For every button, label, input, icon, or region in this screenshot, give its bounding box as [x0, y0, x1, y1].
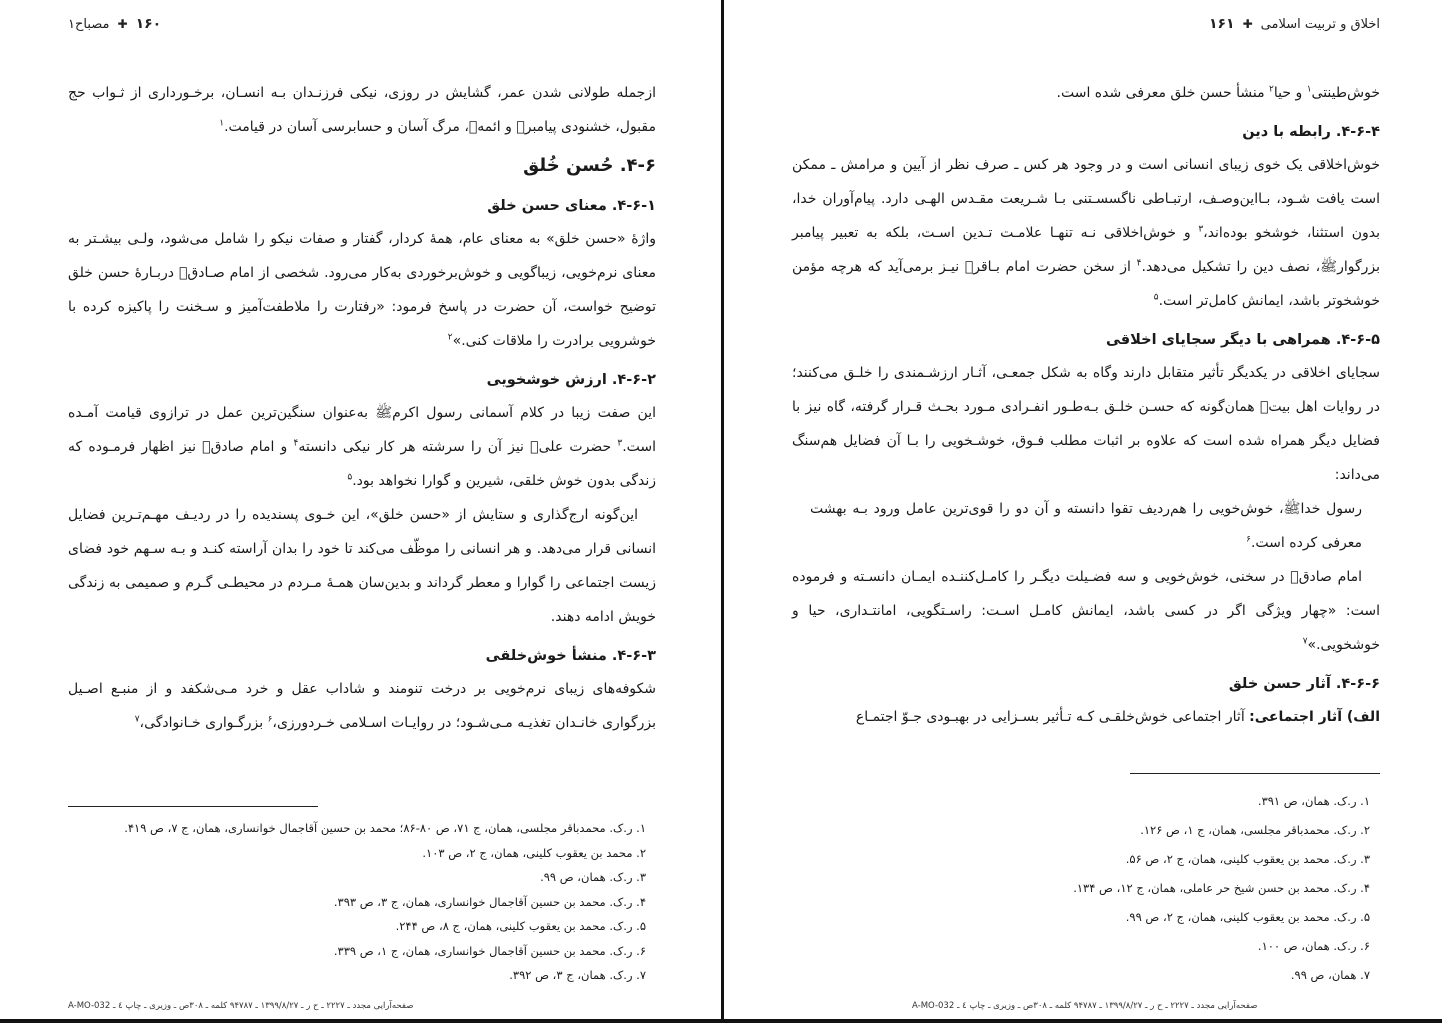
- footnote: ۲. ر.ک. محمدباقر مجلسی، همان، ج ۱، ص ۱۲۶.: [1140, 823, 1370, 837]
- subsection-title: ۴-۶-۱. معنای حسن خلق: [487, 198, 656, 214]
- paragraph: سجایای اخلاقی در یکدیگر تأثیر متقابل دارند وگاه به شکل جمعـی، آثـار ارزشـمندی را خلـق می‌کنند؛ در روایات اهل بیتؑ همان‌گونه که حسـن خلـق بـه‌طـور انفـرادی مـورد بحـث قـرار گرفته، گاه نیز با فضایل دیگر همراه شده است که علاوه بر اثبات مطلب فـوق، خوشـخویی را بـا آن فضایل هم‌سنگ می‌داند:: [792, 365, 1380, 483]
- left-page: [68, 0, 656, 1019]
- left-page-body: [68, 76, 656, 740]
- subsection-title: ۴-۶-۳. منشأ خوش‌خلقی: [485, 648, 656, 664]
- footnote: ۴. ر.ک. محمد بن حسین آقاجمال خوانساری، همان، ج ۳، ص ۳۹۳.: [333, 894, 646, 909]
- running-title: اخلاق و تربیت اسلامی: [1260, 17, 1380, 32]
- footnote: ۱. ر.ک. همان، ص ۳۹۱.: [1257, 794, 1370, 808]
- footnote-ref[interactable]: ۲: [447, 332, 453, 343]
- paragraph: واژۀ «حسن خلق» به معنای عام، همۀ کردار، گفتار و صفات نیکو را شامل می‌شود، ولـی بیشـتر به معنای نرم‌خویی، زیباگویی و خوش‌برخوردی به‌کار می‌رود. شخصی از امام صـادقؑ دربـارۀ حسن خلق توضیح خواست، آن حضرت در پاسخ فرمود: «رفتارت را ملاطفت‌آمیز و سـخنت را پاکیزه کرده با خوشرویی برادرت را ملاقات کنی.»$^۲$: [68, 231, 656, 349]
- footnote-ref[interactable]: ۲: [1269, 84, 1274, 95]
- footnote: ۲. محمد بن یعقوب کلینی، همان، ج ۲، ص ۱۰۳.: [422, 845, 646, 860]
- right-page: [792, 0, 1380, 1019]
- footnote: ۳. ر.ک. محمد بن یعقوب کلینی، همان، ج ۲، ص ۵۶.: [1125, 852, 1370, 866]
- paragraph: امام صادقؑ در سخنی، خوش‌خویی و سه فضـیلت دیگـر را کامـل‌کننـده ایمـان دانسـته و فرموده است: «چهار ویژگی اگر در کسی باشد، ایمانش کامـل اسـت: راسـتگویی، امانتـداری، حیا و خوشخویی.»$^۷$: [792, 569, 1380, 653]
- footnote-ref[interactable]: ۷: [134, 714, 140, 725]
- footnote: ۵. ر.ک. محمد بن یعقوب کلینی، همان، ج ۲، ص ۹۹.: [1125, 910, 1370, 924]
- footnote-ref[interactable]: ۱: [219, 118, 225, 129]
- footnote-rule: [1130, 773, 1380, 774]
- footnote-ref[interactable]: ۶: [267, 714, 273, 725]
- footnote: ۶. ر.ک. محمد بن حسین آقاجمال خوانساری، همان، ج ۱، ص ۳۳۹.: [333, 943, 646, 958]
- running-head-right: [1209, 16, 1380, 32]
- footnote: ۶. ر.ک. همان، ص ۱۰۰.: [1257, 939, 1370, 953]
- footnote-ref[interactable]: ۱: [1306, 84, 1312, 95]
- footnote: ۳. ر.ک. همان، ص ۹۹.: [540, 870, 646, 884]
- footnote-ref[interactable]: ۴: [293, 438, 299, 449]
- subsection-title: ۴-۶-۵. همراهی با دیگر سجایای اخلاقی: [1106, 332, 1380, 348]
- footnote: ۷. ر.ک. همان، ج ۳، ص ۳۹۲.: [509, 968, 646, 982]
- footnote-ref[interactable]: ۳: [617, 438, 623, 449]
- footnote-ref[interactable]: ۵: [347, 472, 353, 483]
- footnote: ۵. ر.ک. محمد بن یعقوب کلینی، همان، ج ۸، ص ۲۴۴.: [395, 919, 646, 933]
- footnote: ۷. همان، ص ۹۹.: [1290, 968, 1370, 982]
- plus-ornament-icon: ✚: [1242, 17, 1253, 31]
- paragraph: الف) آثار اجتماعی: آثار اجتماعی خوش‌خلقـی کـه تـأثیر بسـزایی در بهبـودی جـوّ اجتمـاع: [855, 709, 1380, 725]
- paragraph: این صفت زیبا در کلام آسمانی رسول اکرمﷺ به‌عنوان سنگین‌ترین عمل در ترازوی قیامت آمـده است.$^۳$ حضرت علیؑ نیز آن را سرشته هر کار نیکی دانسته$^۴$ و امام صادقؑ نیز اظهار فرمـوده که زندگی بدون خوش خلقی، شیرین و گوارا نخواهد بود.$^۵$: [68, 405, 657, 489]
- paragraph: خوش‌اخلاقی یک خوی زیبای انسانی است و در وجود هر کس ـ صرف نظر از آیین و مرامش ـ ممکن است یافت شـود، بـااین‌وصـف، ارتبـاطی ناگسسـتنی بـا شـریعت مقـدس الهـی دارد. پیام‌آوران خدا، بدون استثنا، خوشخو بوده‌اند،$^۳$ و خوش‌اخلاقی نـه تنهـا علامـت تـدین اسـت، بلکه به تعبیر پیامبر بزرگوارﷺ، نصف دین را تشکیل می‌دهد.$^۴$ از سخن حضرت امام بـاقرؑ نیـز برمی‌آید که هرچه مؤمن خوشخوتر باشد، ایمانش کامل‌تر است.$^۵$: [792, 157, 1380, 309]
- intro-paragraph: ازجمله طولانی شدن عمر، گشایش در روزی، نیکی فرزنـدان بـه انسـان، برخـورداری از ثـواب حج مقبول، خشنودی پیامبرﷺ و ائمهؑ، مرگ آسان و حسابرسی آسان در قیامت.$^۱$: [68, 85, 656, 135]
- right-page-body: [792, 76, 1380, 734]
- section-title: ۴-۶. حُسن خُلق: [523, 155, 656, 176]
- bottom-edge-bar: [0, 1019, 1442, 1023]
- running-title: مصباح۱: [68, 17, 110, 32]
- print-imprint: صفحه‌آرایی مجدد ـ ۲۲۲۷ ـ ح ر ـ ۱۳۹۹/۸/۲۷ ـ ۹۴۷۸۷ کلمه ـ ۳۰۸ص ـ وزیری ـ چاپ ٤ ـ A-MO-032: [68, 1001, 414, 1011]
- subsection-title: ۴-۶-۶. آثار حسن خلق: [1228, 676, 1380, 692]
- footnote-rule: [68, 806, 318, 807]
- paragraph: شکوفه‌های زیبای نرم‌خویی بر درخت تنومند و شاداب عقل و خرد مـی‌شکفد و از منبـع اصـیل بزرگواری خانـدان تغذیـه مـی‌شـود؛ در روایـات اسـلامی خـردورزی،$^۶$ بزرگـواری خـانوادگی،$^۷$: [68, 681, 656, 731]
- footnote: ۱. ر.ک. محمدباقر مجلسی، همان، ج ۷۱، ص ۸۰-۸۶؛ محمد بن حسین آقاجمال خوانساری، همان، ج ۷، ص ۴۱۹.: [124, 821, 646, 835]
- plus-ornament-icon: ✚: [117, 17, 128, 31]
- subsection-title: ۴-۶-۲. ارزش خوشخویی: [486, 372, 656, 388]
- subsection-title: ۴-۶-۴. رابطه با دین: [1242, 124, 1380, 140]
- footnote-ref[interactable]: ۶: [1246, 534, 1251, 545]
- footnote: ۴. ر.ک. محمد بن حسن شیخ حر عاملی، همان، ج ۱۲، ص ۱۳۴.: [1073, 881, 1370, 895]
- page-gutter-divider: [721, 0, 724, 1023]
- paragraph: این‌گونه ارج‌گذاری و ستایش از «حسن خلق»، این خـوی پسندیده را در ردیـف مهـم‌تـرین فضایل انسانی قرار می‌دهد. و هر انسانی را موظّف می‌کند تا خود را بدان آراسته کنـد و بـه سـهم خود فضای زیست اجتماعی را گوارا و معطر گرداند و بدین‌سان همـۀ مـردم در محیطـی گـرم و صمیمی به زندگی خویش ادامه دهند.: [68, 507, 656, 625]
- page-number: ۱۶۰: [135, 16, 162, 32]
- footnote-ref[interactable]: ۳: [1198, 224, 1204, 235]
- quote-paragraph: رسول خداﷺ، خوش‌خویی را هم‌ردیف تقوا دانسته و آن دو را قوی‌ترین عامل ورود بـه بهشت معرفی کرده است.$^۶$: [810, 501, 1362, 551]
- running-head-left: [68, 16, 161, 32]
- footnote-ref[interactable]: ۷: [1302, 636, 1308, 647]
- footnote-ref[interactable]: ۴: [1136, 258, 1142, 269]
- footnotes-left: [68, 816, 656, 988]
- print-imprint: صفحه‌آرایی مجدد ـ ۲۲۲۷ ـ ح ر ـ ۱۳۹۹/۸/۲۷ ـ ۹۴۷۸۷ کلمه ـ ۳۰۸ص ـ وزیری ـ چاپ ٤ ـ A-MO-032: [912, 1001, 1258, 1011]
- footnote-ref[interactable]: ۵: [1153, 292, 1159, 303]
- footnotes-right: [792, 787, 1380, 990]
- lead-label: الف) آثار اجتماعی:: [1249, 709, 1380, 725]
- page-number: ۱۶۱: [1208, 16, 1235, 32]
- intro-paragraph: خوش‌طینتی$^۱$ و حیا$^۲$ منشأ حسن خلق معرفی شده است.: [1056, 84, 1380, 101]
